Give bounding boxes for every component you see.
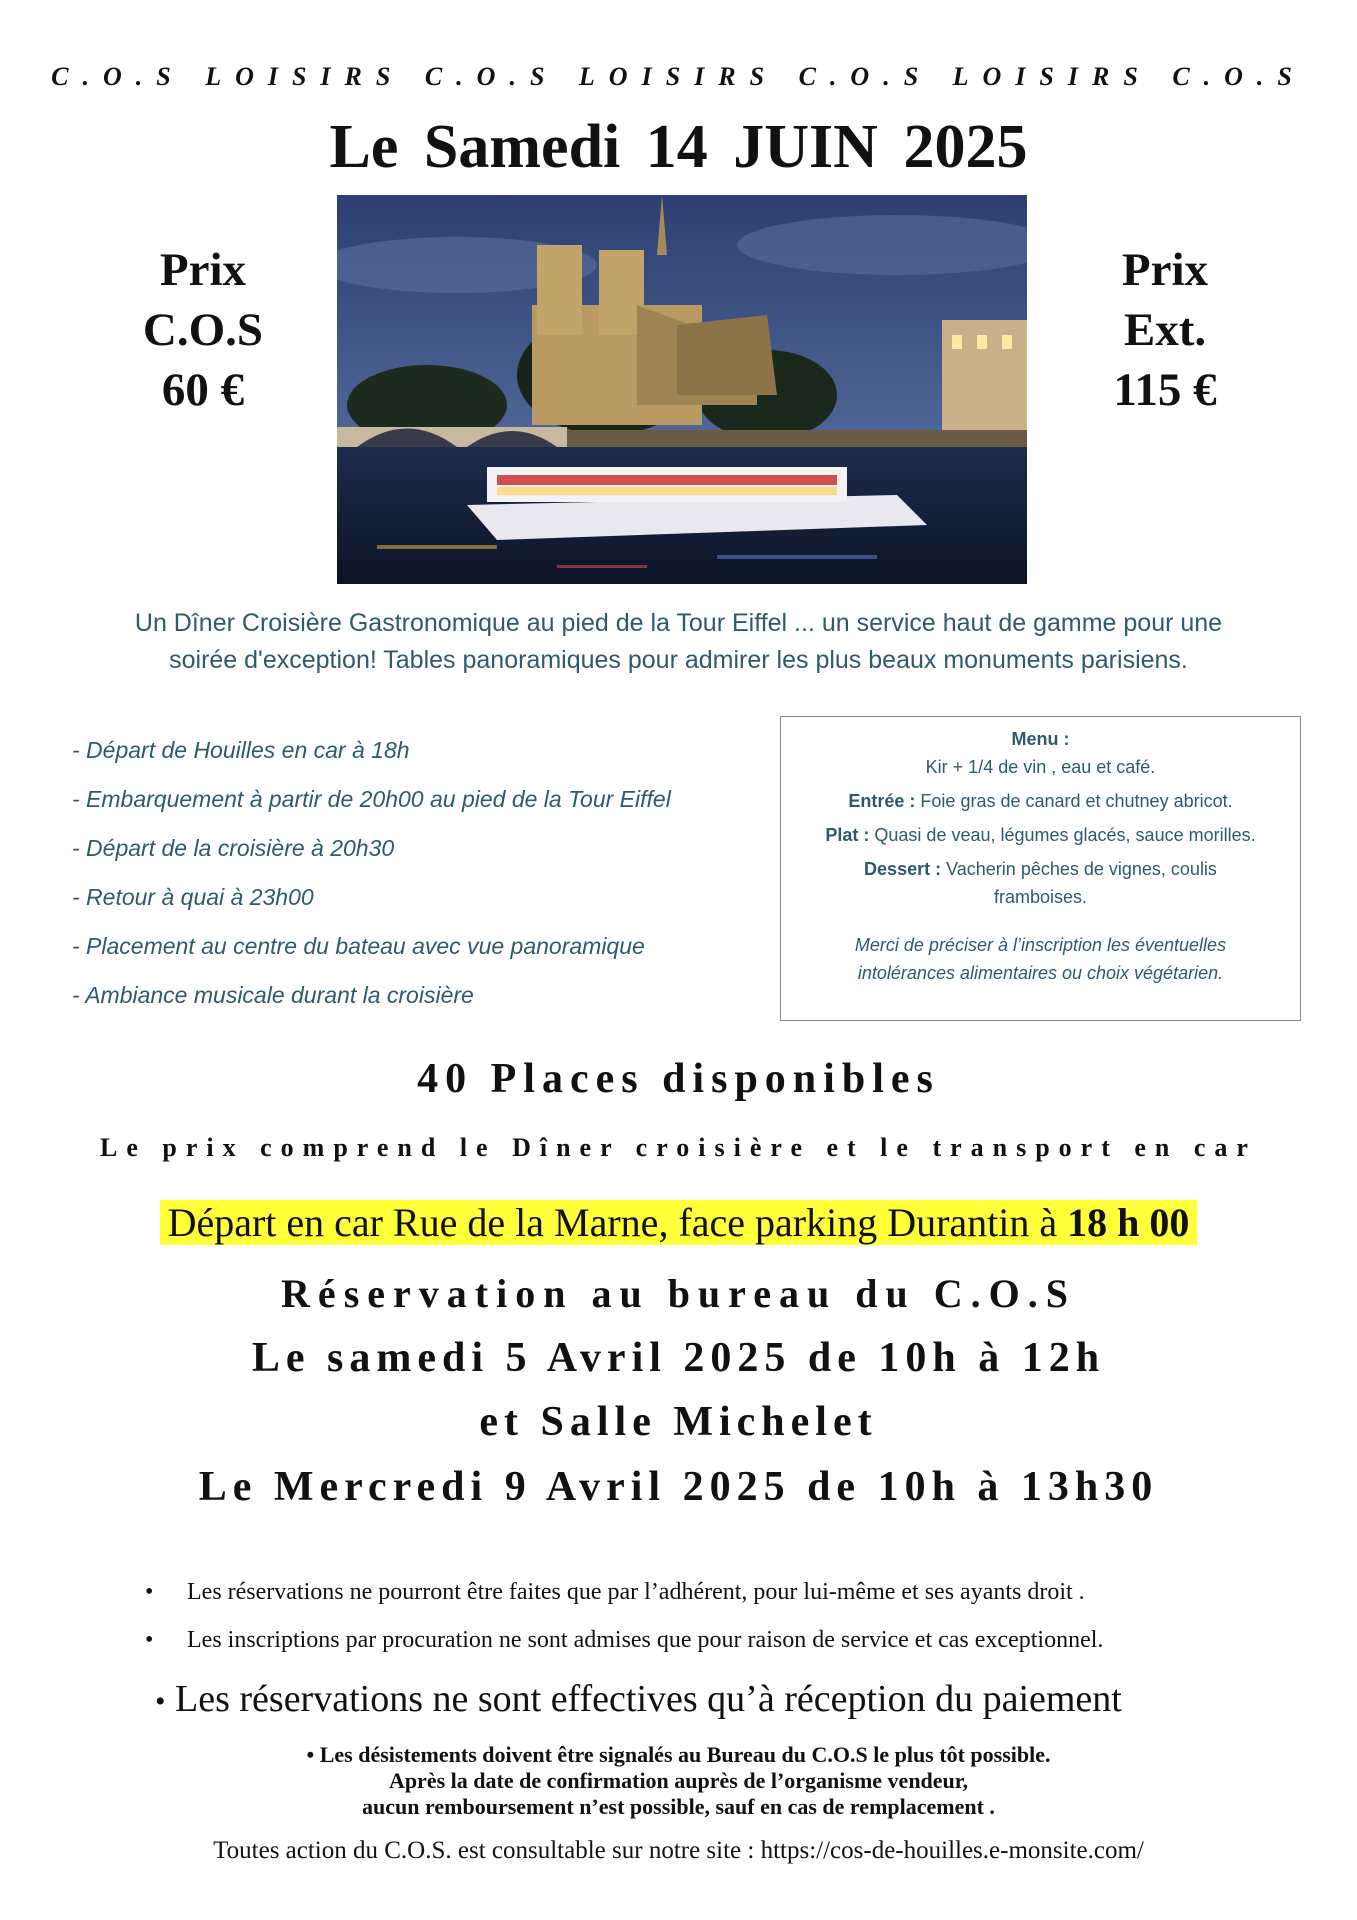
reservation-date-2: Le Mercredi 9 Avril 2025 de 10h à 13h30 [198, 1464, 1159, 1510]
itinerary-item: - Retour à quai à 23h00 [72, 884, 314, 910]
price-includes: Le prix comprend le Dîner croisière et le transport en car [100, 1133, 1257, 1162]
departure-highlight [160, 1200, 1198, 1245]
menu-entree-value: Foie gras de canard et chutney abricot. [920, 791, 1233, 811]
cancellation-text-1: Les désistements doivent être signalés au Bureau du C.O.S le plus tôt possible. [319, 1742, 1051, 1767]
price-ext-label-1: Prix [1121, 244, 1209, 296]
menu-entree-label: Entrée : [848, 791, 916, 811]
itinerary-item: - Ambiance musicale durant la croisière [72, 982, 474, 1008]
cancellation-line-2: Après la date de confirmation auprès de l’organisme vendeur, [388, 1768, 969, 1793]
intro-text [60, 605, 1297, 679]
departure-time: 18 h 00 [1067, 1200, 1190, 1245]
rules-list [145, 1568, 1295, 1664]
itinerary-item: - Embarquement à partir de 20h00 au pied de la Tour Eiffel [72, 786, 671, 812]
intro-line-2: soirée d'exception! Tables panoramiques pour admirer les plus beaux monuments parisiens. [169, 646, 1188, 674]
menu-entree [781, 787, 1300, 815]
price-ext-amount: 115 € [1113, 364, 1217, 416]
bullet-icon: • [155, 1685, 166, 1718]
menu-dessert-label: Dessert : [864, 859, 942, 879]
cancellation-block [0, 1742, 1357, 1820]
departure-info [0, 1198, 1357, 1248]
price-ext-label-2: Ext. [1123, 304, 1207, 356]
rule-text: Les inscriptions par procuration ne sont admises que pour raison de service et cas exceptionnel. [187, 1627, 1104, 1653]
price-ext [1060, 240, 1270, 420]
menu-plat-value: Quasi de veau, légumes glacés, sauce morilles. [874, 825, 1256, 845]
itinerary-item: - Départ de Houilles en car à 18h [72, 737, 410, 763]
menu-plat [781, 821, 1300, 849]
menu-dessert-line-2: framboises. [993, 887, 1088, 907]
payment-rule [155, 1674, 1122, 1727]
rule-item [145, 1616, 1295, 1664]
departure-text: Départ en car Rue de la Marne, face parking Durantin à [167, 1200, 1068, 1245]
payment-rule-text: Les réservations ne sont effectives qu’à réception du paiement [175, 1678, 1122, 1720]
reservation-title: Réservation au bureau du C.O.S [281, 1271, 1076, 1316]
rule-text: Les réservations ne pourront être faites que par l’adhérent, pour lui-même et ses ayants droit . [187, 1579, 1085, 1605]
bullet-icon: • [145, 1627, 154, 1653]
reservation-date-1: Le samedi 5 Avril 2025 de 10h à 12h [251, 1335, 1106, 1381]
rule-item [145, 1568, 1295, 1616]
hero-photo-notre-dame-cruise [337, 195, 1027, 584]
menu-plat-label: Plat : [825, 825, 870, 845]
itinerary-list [72, 730, 772, 1024]
intro-line-1: Un Dîner Croisière Gastronomique au pied de la Tour Eiffel ... un service haut de gamme pour une [134, 609, 1223, 637]
itinerary-item: - Placement au centre du bateau avec vue panoramique [72, 933, 645, 959]
menu-dessert-value: Vacherin pêches de vignes, coulis [946, 859, 1217, 879]
event-date: Le Samedi 14 JUIN 2025 [329, 113, 1028, 181]
itinerary-item: - Départ de la croisière à 20h30 [72, 835, 395, 861]
menu-drinks: Kir + 1/4 de vin , eau et café. [925, 757, 1156, 777]
price-cos [98, 240, 308, 420]
price-cos-label-1: Prix [159, 244, 247, 296]
price-cos-label-2: C.O.S [142, 304, 264, 356]
menu-note-line-2: intolérances alimentaires ou choix végétarien. [857, 963, 1224, 983]
bullet-icon: • [145, 1579, 154, 1605]
cancellation-line-3: aucun remboursement n’est possible, sauf en cas de remplacement . [362, 1794, 995, 1819]
bullet-icon: • [306, 1742, 320, 1767]
cancellation-line-1 [0, 1742, 1357, 1768]
menu-dessert [781, 855, 1300, 883]
places-available: 40 Places disponibles [417, 1056, 940, 1102]
header-banner: C.O.S LOISIRS C.O.S LOISIRS C.O.S LOISIRS C.O.S [51, 62, 1306, 91]
footer-website: Toutes action du C.O.S. est consultable sur notre site : https://cos-de-houilles.e-monsite.com/ [213, 1837, 1144, 1864]
menu-title: Menu : [1011, 729, 1070, 749]
menu-note-line-1: Merci de préciser à l’inscription les éventuelles [854, 935, 1227, 955]
reservation-place-2: et Salle Michelet [479, 1399, 878, 1445]
menu-box [780, 716, 1301, 1021]
price-cos-amount: 60 € [161, 364, 245, 416]
